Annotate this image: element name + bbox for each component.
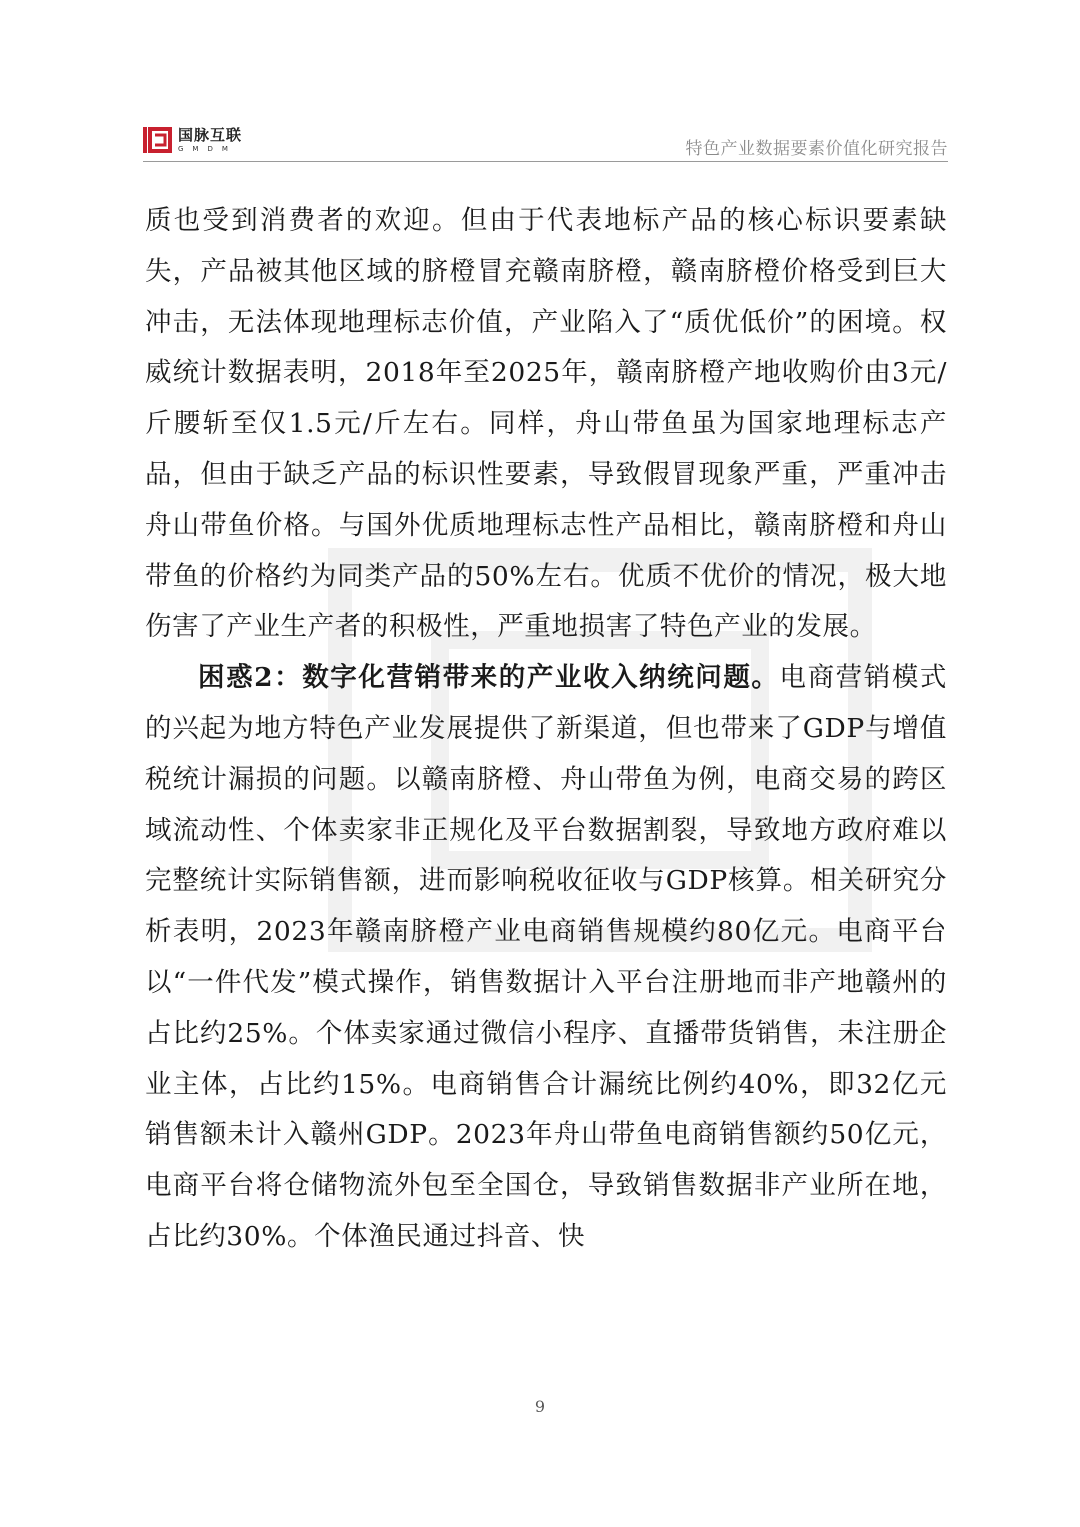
- logo-english-name: GMDM: [178, 144, 237, 153]
- page-number: 9: [534, 1397, 546, 1416]
- header-divider: [143, 161, 948, 162]
- body-paragraph-dilemma-2: [145, 653, 947, 1263]
- page-header: [143, 118, 948, 162]
- paragraph-lead-heading: 困惑2：数字化营销带来的产业收入纳统问题。: [198, 662, 780, 694]
- logo-chinese-name: 国脉互联: [178, 125, 243, 144]
- report-title: 特色产业数据要素价值化研究报告: [685, 139, 948, 159]
- paragraph-body-text: 电商营销模式的兴起为地方特色产业发展提供了新渠道，但也带来了GDP与增值税统计漏损的问题。以赣南脐橙、舟山带鱼为例，电商交易的跨区域流动性、个体卖家非正规化及平台数据割裂，导致地方政府难以完整统计实际销售额，进而影响税收征收与GDP核算。相关研究分析表明，2023年赣南脐橙产业电商销售规模约80亿元。电商平台以“一件代发”模式操作，销售数据计入平台注册地而非产地赣州的占比约25%。个体卖家通过微信小程序、直播带货销售，未注册企业主体，占比约15%。电商销售合计漏统比例约40%，即32亿元销售额未计入赣州GDP。2023年舟山带鱼电商销售额约50亿元，电商平台将仓储物流外包至全国仓，导致销售数据非产业所在地，占比约30%。个体渔民通过抖音、快: [145, 662, 947, 1252]
- document-body: [145, 196, 947, 1263]
- logo-icon: [143, 125, 173, 155]
- body-paragraph: 质也受到消费者的欢迎。但由于代表地标产品的核心标识要素缺失，产品被其他区域的脐橙冒充赣南脐橙，赣南脐橙价格受到巨大冲击，无法体现地理标志价值，产业陷入了“质优低价”的困境。权威统计数据表明，2018年至2025年，赣南脐橙产地收购价由3元/斤腰斩至仅1.5元/斤左右。同样，舟山带鱼虽为国家地理标志产品，但由于缺乏产品的标识性要素，导致假冒现象严重，严重冲击舟山带鱼价格。与国外优质地理标志性产品相比，赣南脐橙和舟山带鱼的价格约为同类产品的50%左右。优质不优价的情况，极大地伤害了产业生产者的积极性，严重地损害了特色产业的发展。: [145, 205, 947, 643]
- company-logo: [143, 122, 242, 158]
